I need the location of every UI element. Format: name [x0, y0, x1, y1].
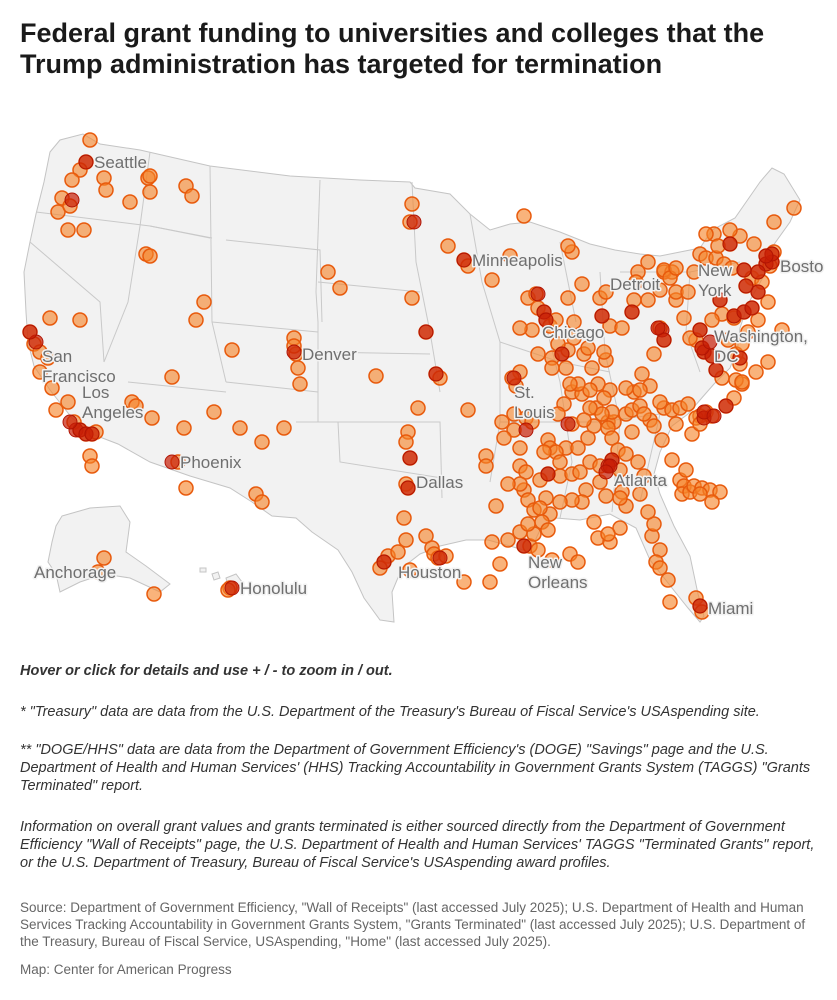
university-dot[interactable]: [405, 197, 419, 211]
university-dot-high[interactable]: [225, 581, 239, 595]
university-dot-high[interactable]: [429, 367, 443, 381]
university-dot-high[interactable]: [719, 399, 733, 413]
university-dot[interactable]: [641, 293, 655, 307]
university-dot[interactable]: [533, 501, 547, 515]
university-dot[interactable]: [179, 481, 193, 495]
university-dot[interactable]: [735, 375, 749, 389]
university-dot[interactable]: [597, 391, 611, 405]
university-dot[interactable]: [545, 361, 559, 375]
university-dot[interactable]: [655, 433, 669, 447]
city-label-minneapolis: Minneapolis: [472, 251, 563, 270]
university-dot[interactable]: [663, 595, 677, 609]
city-label-st-louis: St. Louis: [514, 383, 555, 422]
city-label-miami: Miami: [708, 599, 754, 618]
city-label-denver: Denver: [302, 345, 357, 364]
university-dot[interactable]: [65, 173, 79, 187]
university-dot[interactable]: [485, 535, 499, 549]
university-dot[interactable]: [391, 545, 405, 559]
university-dot[interactable]: [397, 511, 411, 525]
university-dot[interactable]: [571, 555, 585, 569]
university-dot[interactable]: [615, 321, 629, 335]
university-dot[interactable]: [277, 421, 291, 435]
university-dot[interactable]: [143, 185, 157, 199]
university-dot-high[interactable]: [745, 301, 759, 315]
university-dot[interactable]: [577, 413, 591, 427]
grant-values-note: Information on overall grant values and grants terminated is either sourced directly from the Department of Government Efficiency "Wall of Receipts" page, the U.S. Department of Health and Human Services' TAGGS "Terminated Grants" report, or the U.S. Department of Treasury, Bureau of Fiscal Service's USAspending award profiles.: [20, 819, 815, 871]
university-dot[interactable]: [61, 395, 75, 409]
university-dot[interactable]: [479, 459, 493, 473]
treasury-note: * "Treasury" data are data from the U.S. Department of the Treasury's Bureau of Fiscal Service's USAspending site.: [20, 704, 760, 720]
university-dot[interactable]: [647, 419, 661, 433]
university-dot-high[interactable]: [403, 451, 417, 465]
university-dot[interactable]: [599, 489, 613, 503]
university-dot[interactable]: [501, 477, 515, 491]
university-dot[interactable]: [369, 369, 383, 383]
university-dot-high[interactable]: [595, 309, 609, 323]
university-dot-high[interactable]: [625, 305, 639, 319]
university-dot[interactable]: [333, 281, 347, 295]
city-label-phoenix: Phoenix: [180, 453, 242, 472]
university-dot-high[interactable]: [419, 325, 433, 339]
city-label-honolulu: Honolulu: [240, 579, 308, 598]
university-dot-high[interactable]: [541, 467, 555, 481]
doge-hhs-note: ** "DOGE/HHS" data are data from the Department of Government Efficiency's (DOGE) "Savings" page and the U.S. Department of Health and Human Services' (HHS) Tracking Accountability in Government Grants System (TAGGS) "Grants Terminated" report.: [20, 742, 811, 794]
university-dot[interactable]: [723, 223, 737, 237]
university-dot[interactable]: [441, 239, 455, 253]
university-dot[interactable]: [513, 441, 527, 455]
university-dot[interactable]: [669, 261, 683, 275]
university-dot-high[interactable]: [707, 409, 721, 423]
university-dot[interactable]: [207, 405, 221, 419]
university-dot-high[interactable]: [65, 193, 79, 207]
university-dot[interactable]: [633, 383, 647, 397]
university-dot[interactable]: [531, 347, 545, 361]
university-dot-high[interactable]: [751, 265, 765, 279]
university-dot[interactable]: [681, 285, 695, 299]
university-dot[interactable]: [537, 445, 551, 459]
city-label-san-francisco: San Francisco: [42, 347, 116, 386]
university-dot[interactable]: [585, 361, 599, 375]
university-dot[interactable]: [293, 377, 307, 391]
university-dot-high[interactable]: [693, 599, 707, 613]
university-dot[interactable]: [189, 313, 203, 327]
university-dot[interactable]: [561, 239, 575, 253]
university-dot-high[interactable]: [739, 279, 753, 293]
university-dot[interactable]: [483, 575, 497, 589]
university-dot-high[interactable]: [23, 325, 37, 339]
university-dot[interactable]: [761, 355, 775, 369]
university-dot[interactable]: [185, 189, 199, 203]
university-dot[interactable]: [73, 313, 87, 327]
university-dot[interactable]: [83, 133, 97, 147]
city-label-washington-dc: Washington, DC: [714, 327, 808, 366]
university-dot[interactable]: [705, 313, 719, 327]
city-label-houston: Houston: [398, 563, 462, 582]
city-label-seattle: Seattle: [94, 153, 147, 172]
university-dot-high[interactable]: [651, 321, 665, 335]
university-dot[interactable]: [559, 361, 573, 375]
university-dot-high[interactable]: [693, 323, 707, 337]
university-dot-high[interactable]: [401, 481, 415, 495]
university-dot[interactable]: [485, 273, 499, 287]
university-dot-high[interactable]: [519, 423, 533, 437]
university-dot[interactable]: [613, 491, 627, 505]
university-dot[interactable]: [489, 499, 503, 513]
university-dot[interactable]: [597, 345, 611, 359]
university-dot[interactable]: [787, 201, 801, 215]
university-dot[interactable]: [99, 183, 113, 197]
university-dot[interactable]: [601, 527, 615, 541]
university-dot[interactable]: [61, 223, 75, 237]
university-dot[interactable]: [177, 421, 191, 435]
university-dot-high[interactable]: [85, 427, 99, 441]
university-dot-high[interactable]: [63, 415, 77, 429]
city-label-boston: Bosto: [780, 257, 824, 276]
university-dot[interactable]: [255, 435, 269, 449]
university-dot[interactable]: [747, 237, 761, 251]
university-dot[interactable]: [587, 515, 601, 529]
university-dot[interactable]: [681, 397, 695, 411]
city-label-chicago: Chicago: [542, 323, 605, 342]
university-dot-high[interactable]: [759, 249, 773, 263]
university-dot[interactable]: [461, 403, 475, 417]
university-dot[interactable]: [541, 523, 555, 537]
us-map[interactable]: [0, 122, 837, 642]
university-dot[interactable]: [767, 215, 781, 229]
university-dot[interactable]: [43, 311, 57, 325]
university-dot[interactable]: [225, 343, 239, 357]
university-dot-high[interactable]: [555, 347, 569, 361]
university-dot[interactable]: [619, 447, 633, 461]
university-dot[interactable]: [699, 227, 713, 241]
university-dot-high[interactable]: [599, 465, 613, 479]
university-dot[interactable]: [669, 417, 683, 431]
map-credit: Map: Center for American Progress: [20, 962, 232, 977]
university-dot[interactable]: [197, 295, 211, 309]
university-dot[interactable]: [147, 587, 161, 601]
university-dot[interactable]: [77, 223, 91, 237]
university-dot[interactable]: [143, 249, 157, 263]
university-dot[interactable]: [405, 291, 419, 305]
city-label-anchorage: Anchorage: [34, 563, 117, 582]
page-title: Federal grant funding to universities and colleges that the Trump administration has targeted for termination: [20, 18, 765, 79]
university-dot[interactable]: [625, 425, 639, 439]
university-dot[interactable]: [411, 401, 425, 415]
university-dot-high[interactable]: [287, 345, 301, 359]
city-label-new-orleans: New Orleans: [528, 553, 588, 592]
city-label-detroit: Detroit: [610, 275, 661, 294]
university-dot-high[interactable]: [561, 417, 575, 431]
city-label-atlanta: Atlanta: [614, 471, 667, 490]
university-dot[interactable]: [661, 573, 675, 587]
university-dot[interactable]: [495, 415, 509, 429]
university-dot[interactable]: [679, 463, 693, 477]
university-dot[interactable]: [553, 455, 567, 469]
university-dot[interactable]: [653, 395, 667, 409]
university-dot[interactable]: [575, 277, 589, 291]
university-dot[interactable]: [641, 505, 655, 519]
university-dot[interactable]: [255, 495, 269, 509]
university-dot[interactable]: [165, 370, 179, 384]
university-dot[interactable]: [321, 265, 335, 279]
university-dot[interactable]: [399, 435, 413, 449]
university-dot[interactable]: [665, 453, 679, 467]
university-dot-high[interactable]: [79, 155, 93, 169]
university-dot[interactable]: [123, 195, 137, 209]
university-dot-high[interactable]: [723, 237, 737, 251]
university-dot-high[interactable]: [165, 455, 179, 469]
university-dot-high[interactable]: [407, 215, 421, 229]
city-label-los-angeles: Los Angeles: [82, 383, 144, 422]
city-label-dallas: Dallas: [416, 473, 464, 492]
university-dot[interactable]: [513, 321, 527, 335]
university-dot[interactable]: [647, 347, 661, 361]
university-dot[interactable]: [521, 517, 535, 531]
university-dot[interactable]: [553, 495, 567, 509]
university-dot[interactable]: [561, 291, 575, 305]
university-dot-high[interactable]: [517, 539, 531, 553]
university-dot-high[interactable]: [457, 253, 471, 267]
zoom-hint: Hover or click for details and use + / - to zoom in / out.: [20, 663, 393, 679]
university-dot[interactable]: [233, 421, 247, 435]
university-dot[interactable]: [749, 365, 763, 379]
university-dot-high[interactable]: [377, 555, 391, 569]
university-dot[interactable]: [641, 255, 655, 269]
university-dot[interactable]: [493, 557, 507, 571]
source-text: Source: Department of Government Efficiency, "Wall of Receipts" (last accessed July 2025); U.S. Department of Health and Human Services Tracking Accountability in Government Grants System, "Grants Terminated" (last accessed July 2025); U.S. Department of the Treasury, Bureau of Fiscal Service, USAspending, "Home" (last accessed July 2025).: [20, 900, 806, 949]
university-dot[interactable]: [693, 487, 707, 501]
city-label-new-york: New York: [698, 261, 733, 300]
university-dot[interactable]: [517, 209, 531, 223]
university-dot-high[interactable]: [737, 263, 751, 277]
university-dot[interactable]: [677, 311, 691, 325]
university-dot[interactable]: [145, 411, 159, 425]
university-dot[interactable]: [637, 407, 651, 421]
university-dot[interactable]: [563, 377, 577, 391]
university-dot[interactable]: [85, 459, 99, 473]
university-dot-high[interactable]: [531, 287, 545, 301]
university-dot[interactable]: [497, 431, 511, 445]
university-dot[interactable]: [581, 341, 595, 355]
university-dot[interactable]: [619, 381, 633, 395]
